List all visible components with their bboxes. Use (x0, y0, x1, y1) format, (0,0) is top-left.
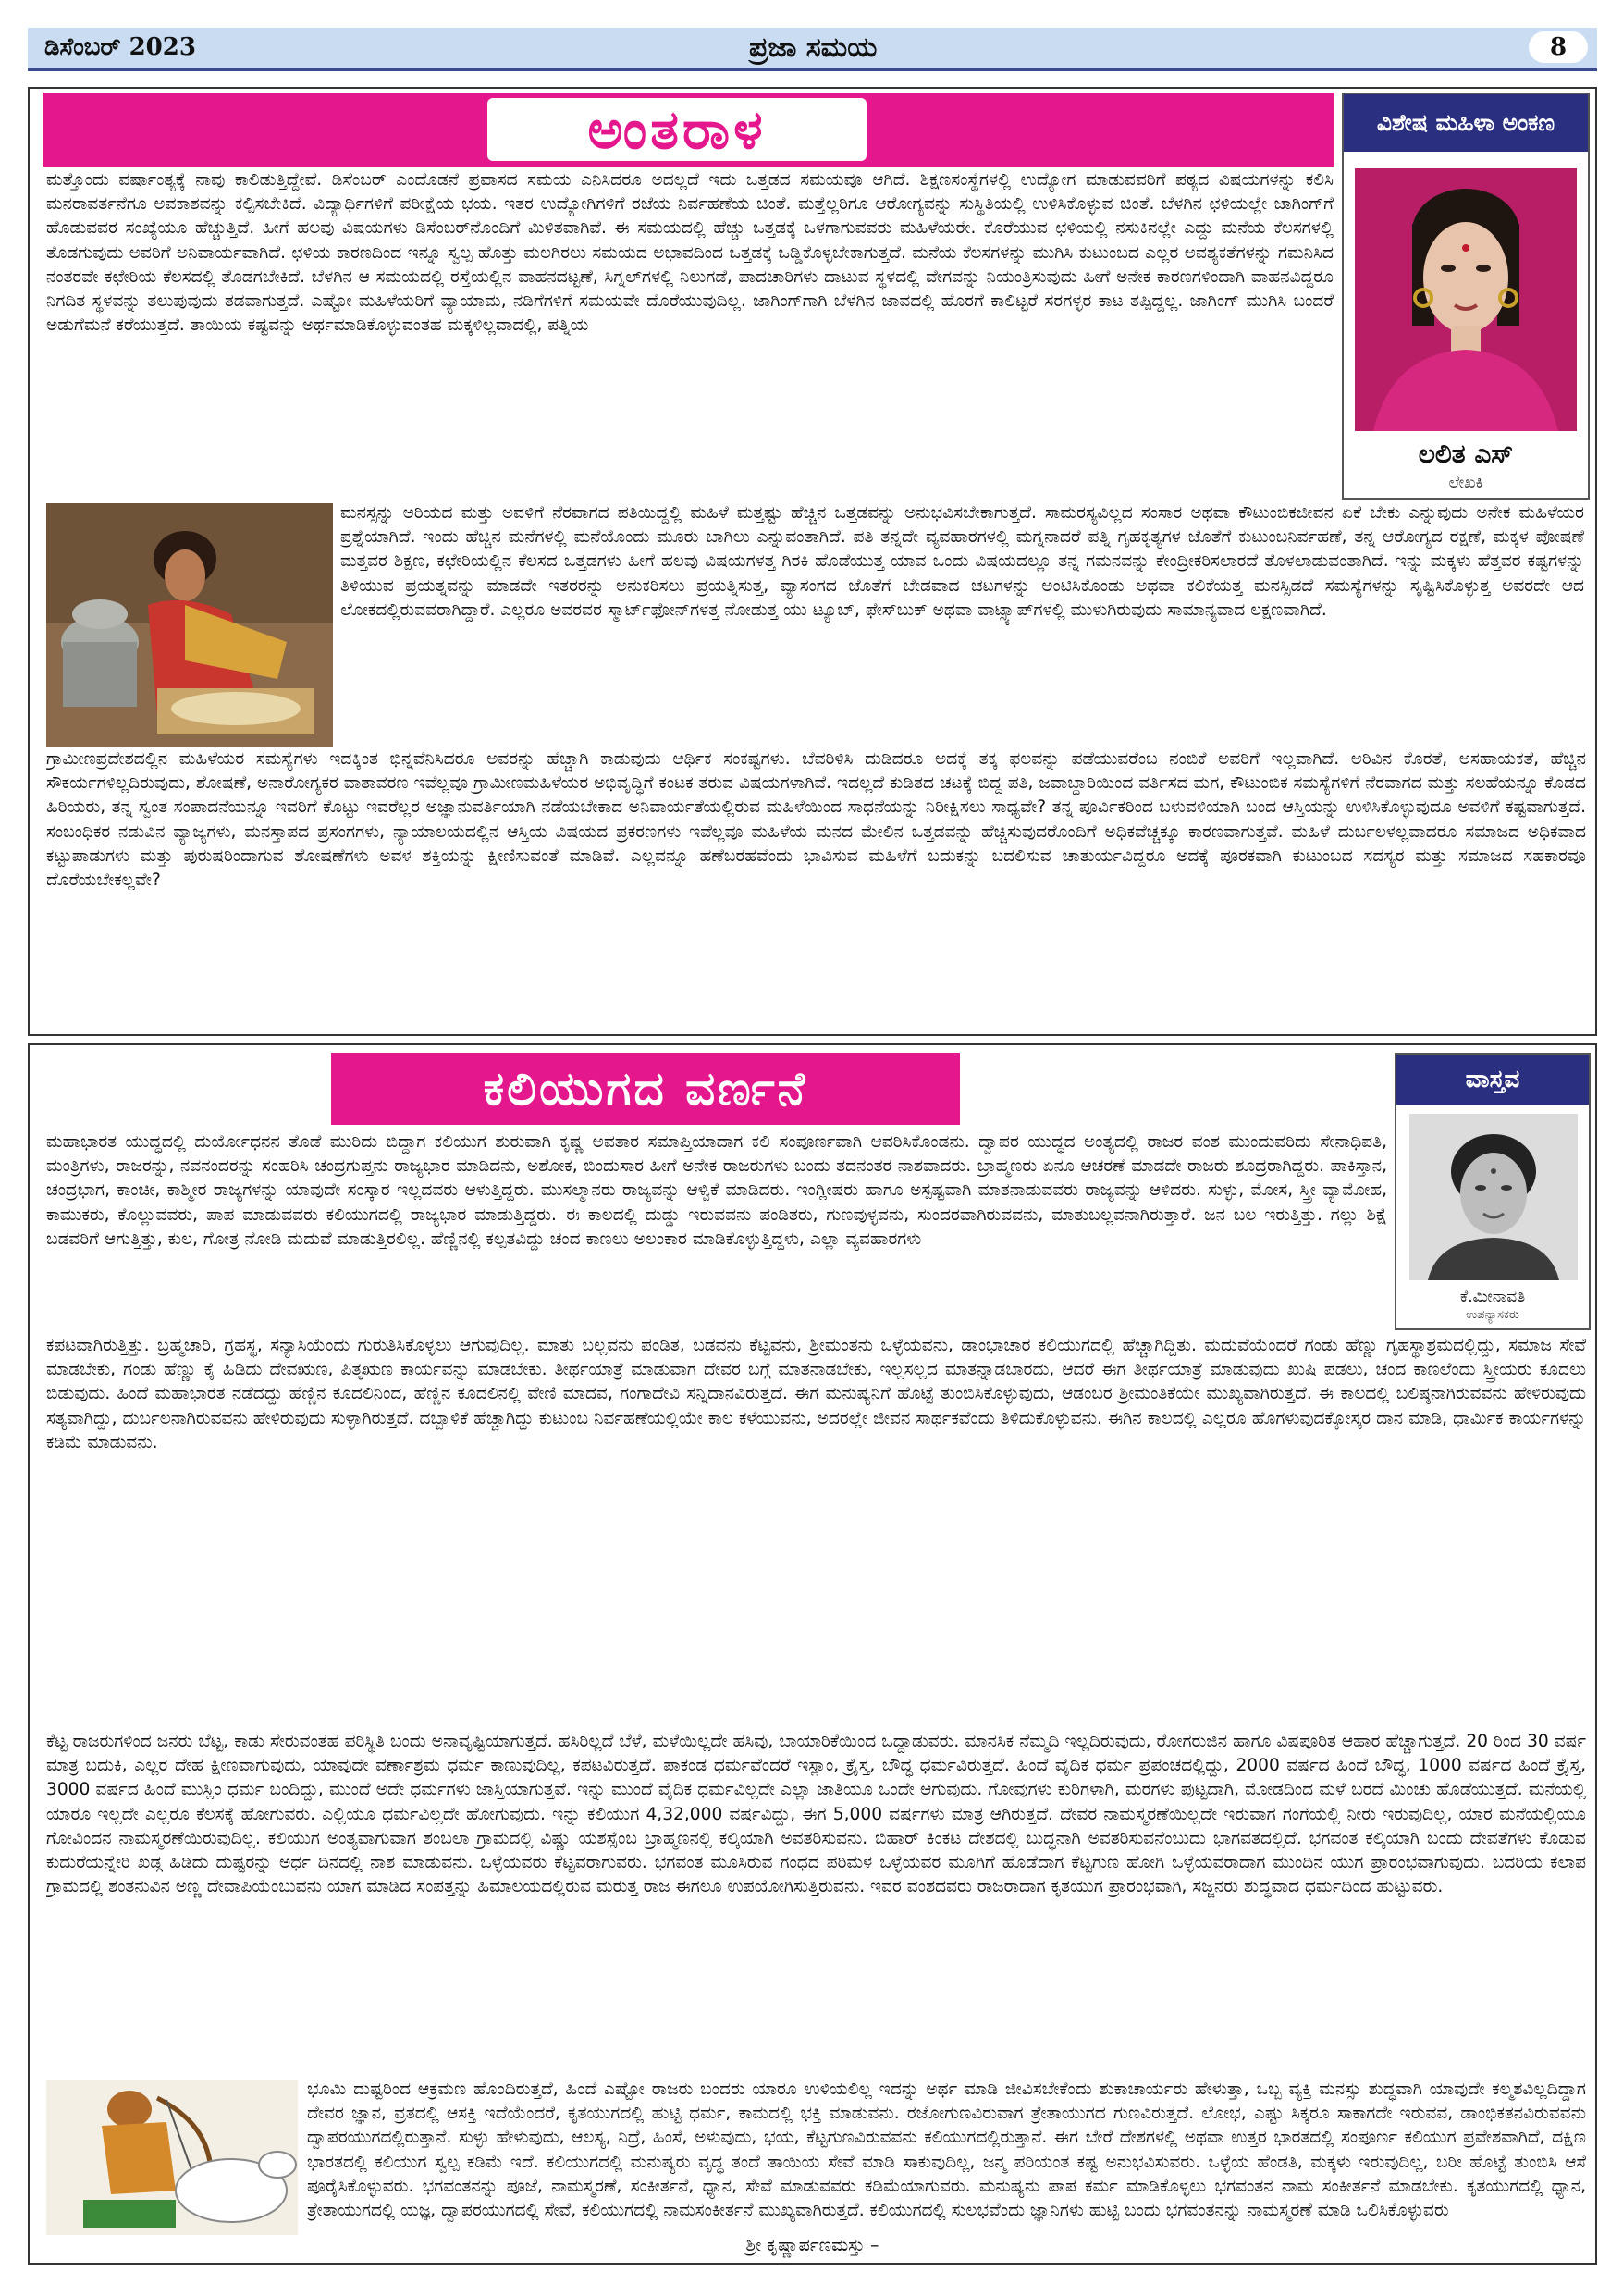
article-title: ಕಲಿಯುಗದ ವರ್ಣನೆ (483, 1062, 808, 1116)
author-box (1342, 93, 1590, 500)
author-name: ಕೆ.ಮೀನಾವತಿ (1459, 1288, 1526, 1306)
author-role: ಉಪನ್ಯಾಸಕರು (1466, 1308, 1519, 1322)
column-label: ವಿಶೇಷ ಮಹಿಳಾ ಅಂಕಣ (1344, 94, 1588, 152)
article-paragraph: ಗ್ರಾಮೀಣಪ್ರದೇಶದಲ್ಲಿನ ಮಹಿಳೆಯರ ಸಮಸ್ಯೆಗಳು ಇದಕ್ಕಿಂತ ಭಿನ್ನವೆನಿಸಿದರೂ ಅವರನ್ನು ಹೆಚ್ಚಾಗಿ ಕಾಡುವುದು ಆರ್ಥಿಕ ಸಂಕಷ್ಟಗಳು. ಬೆವರಿಳಿಸಿ ದುಡಿದರೂ ಅದಕ್ಕೆ ತಕ್ಕ ಫಲವನ್ನು ಪಡೆಯುವರೆಂಬ ನಂಬಿಕೆ ಅವರಿಗೆ ಇಲ್ಲವಾಗಿದೆ. ಅರಿವಿನ ಕೊರತೆ, ಅಸಹಾಯಕತೆ, ಹೆಚ್ಚಿನ ಸೌಕರ್ಯಗಳಿಲ್ಲದಿರುವುದು, ಶೋಷಣೆ, ಅನಾರೋಗ್ಯಕರ ವಾತಾವರಣ ಇವೆಲ್ಲವೂ ಗ್ರಾಮೀಣಮಹಿಳೆಯರ ಅಭಿವೃದ್ಧಿಗೆ ಕಂಟಕ ತರುವ ವಿಷಯಗಳಾಗಿವೆ. ಇದಲ್ಲದೆ ಕುಡಿತದ ಚಟಕ್ಕೆ ಬಿದ್ದ ಪತಿ, ಜವಾಬ್ದಾರಿಯಿಂದ ವರ್ತಿಸದ ಮಗ, ಕೌಟುಂಬಿಕ ಸಮಸ್ಯೆಗಳಿಗೆ ನೆರವಾಗದ ಮತ್ತು ಸಲಹೆಯನ್ನೂ ಕೊಡದ ಹಿರಿಯರು, ತನ್ನ ಸ್ವಂತ ಸಂಪಾದನೆಯನ್ನೂ ಇವರಿಗೆ ಕೊಟ್ಟು ಇವರೆಲ್ಲರ ಅಜ್ಞಾನುವರ್ತಿಯಾಗಿ ನಡೆಯಬೇಕಾದ ಅನಿವಾರ್ಯತೆಯಲ್ಲಿರುವ ಮಹಿಳೆಯಿಂದ ಸಾಧನೆಯನ್ನು ನಿರೀಕ್ಷಿಸಲು ಸಾಧ್ಯವೇ? ತನ್ನ ಪೂರ್ವಿಕರಿಂದ ಬಳುವಳಿಯಾಗಿ ಬಂದ ಆಸ್ತಿಯನ್ನು ಉಳಿಸಿಕೊಳ್ಳುವುದೂ ಅವಳಿಗೆ ಕಷ್ಟವಾಗುತ್ತದೆ. ಸಂಬಂಧಿಕರ ನಡುವಿನ ವ್ಯಾಜ್ಯಗಳು, ಮನಸ್ತಾಪದ ಪ್ರಸಂಗಗಳು, ನ್ಯಾಯಾಲಯದಲ್ಲಿನ ಆಸ್ತಿಯ ವಿಷಯದ ಪ್ರಕರಣಗಳು ಇವೆಲ್ಲವೂ ಮಹಿಳೆಯ ಮನದ ಮೇಲಿನ ಒತ್ತಡವನ್ನು ಹೆಚ್ಚಿಸುವುದರೊಂದಿಗೆ ಅಧಿಕವೆಚ್ಚಕ್ಕೂ ಕಾರಣವಾಗುತ್ತವೆ. ಮಹಿಳೆ ದುರ್ಬಲಳಲ್ಲವಾದರೂ ಸಮಾಜದ ಅಧಿಕವಾದ ಕಟ್ಟುಪಾಡುಗಳು ಮತ್ತು ಪುರುಷರಿಂದಾಗುವ ಶೋಷಣೆಗಳು ಅವಳ ಶಕ್ತಿಯನ್ನು ಕ್ಷೀಣಿಸುವಂತೆ ಮಾಡಿವೆ. ಎಲ್ಲವನ್ನೂ ಹಣೆಬರಹವೆಂದು ಭಾವಿಸುವ ಮಹಿಳೆಗೆ ಬದುಕನ್ನು ಬದಲಿಸುವ ಚಾತುರ್ಯವಿದ್ದರೂ ಅದಕ್ಕೆ ಪೂರಕವಾಗಿ ಕುಟುಂಬದ ಸದಸ್ಯರ ಮತ್ತು ಸಮಾಜದ ಸಹಕಾರವೂ ದೊರೆಯಬೇಕಲ್ಲವೇ? (46, 749, 1586, 891)
article-paragraph: ಮನಸ್ಸನ್ನು ಅರಿಯದ ಮತ್ತು ಅವಳಿಗೆ ನೆರವಾಗದ ಪತಿಯಿದ್ದಲ್ಲಿ ಮಹಿಳೆ ಮತ್ತಷ್ಟು ಹೆಚ್ಚಿನ ಒತ್ತಡವನ್ನು ಅನುಭವಿಸಬೇಕಾಗುತ್ತದೆ. ಸಾಮರಸ್ಯವಿಲ್ಲದ ಸಂಸಾರ ಅಥವಾ ಕೌಟುಂಬಿಕಜೀವನ ಏಕೆ ಬೇಕು ಎನ್ನುವುದು ಅನೇಕ ಮಹಿಳೆಯರ ಪ್ರಶ್ನೆಯಾಗಿದೆ. ಇಂದು ಹೆಚ್ಚಿನ ಮನೆಗಳಲ್ಲಿ ಮನೆಯೊಂದು ಮೂರು ಬಾಗಿಲು ಎನ್ನುವಂತಾಗಿದೆ. ಪತಿ ತನ್ನದೇ ವ್ಯವಹಾರಗಳಲ್ಲಿ ಮಗ್ನನಾದರೆ ಪತ್ನಿ ಗೃಹಕೃತ್ಯಗಳ ಜೊತೆಗೆ ಕುಟುಂಬನಿರ್ವಹಣೆ, ತನ್ನ ಆರೋಗ್ಯದ ರಕ್ಷಣೆ, ಮಕ್ಕಳ ಪೋಷಣೆ ಮತ್ತವರ ಶಿಕ್ಷಣ, ಕಛೇರಿಯಲ್ಲಿನ ಕೆಲಸದ ಒತ್ತಡಗಳು ಹೀಗೆ ಹಲವು ವಿಷಯಗಳತ್ತ ಗಿರಕಿ ಹೊಡೆಯುತ್ತ ಯಾವ ಒಂದು ವಿಷಯದಲ್ಲೂ ತನ್ನ ಗಮನವನ್ನು ಕೇಂದ್ರೀಕರಿಸಲಾರದೆ ತೊಳಲಾಡುವಂತಾಗಿದೆ. ಇನ್ನು ಮಕ್ಕಳು ಹೆತ್ತವರ ಕಷ್ಟಗಳನ್ನು ತಿಳಿಯುವ ಪ್ರಯತ್ನವನ್ನು ಮಾಡದೇ ಇತರರನ್ನು ಅನುಕರಿಸಲು ಪ್ರಯತ್ನಿಸುತ್ತ, ವ್ಯಾಸಂಗದ ಜೊತೆಗೆ ಬೇಡವಾದ ಚಟಗಳನ್ನು ಅಂಟಿಸಿಕೊಂಡು ಅಥವಾ ಕಲಿಕೆಯತ್ತ ಮನಸ್ಸಿಡದೆ ಸಮಸ್ಯೆಗಳನ್ನು ಸೃಷ್ಟಿಸಿಕೊಳ್ಳುತ್ತ ಅವರದೇ ಆದ ಲೋಕದಲ್ಲಿರುವವರಾಗಿದ್ದಾರೆ. ಎಲ್ಲರೂ ಅವರವರ ಸ್ಮಾರ್ಟ್‌ಫೋನ್‌ಗಳತ್ತ ನೋಡುತ್ತ ಯು ಟ್ಯೂಬ್, ಫೇಸ್‌ಬುಕ್ ಅಥವಾ ವಾಟ್ಸ್ಯಾಪ್‌ಗಳಲ್ಲಿ ಮುಳುಗಿರುವುದು ಸಾಮಾನ್ಯವಾದ ಲಕ್ಷಣವಾಗಿದೆ. (340, 503, 1584, 620)
author-name: ಲಲಿತ ಎಸ್ (1418, 438, 1514, 469)
article-title: ಅಂತರಾಳ (487, 98, 867, 161)
author-photo (1355, 168, 1577, 431)
newspaper-name: ಪ್ರಜಾ ಸಮಯ (749, 31, 878, 64)
article-paragraph: ಭೂಮಿ ದುಷ್ಟರಿಂದ ಆಕ್ರಮಣ ಹೊಂದಿರುತ್ತದೆ, ಹಿಂದೆ ಎಷ್ಟೋ ರಾಜರು ಬಂದರು ಯಾರೂ ಉಳಿಯಲಿಲ್ಲ ಇದನ್ನು ಅರ್ಥ ಮಾಡಿ ಜೀವಿಸಬೇಕೆಂದು ಶುಕಾಚಾರ್ಯರು ಹೇಳುತ್ತಾ, ಒಬ್ಬ ವ್ಯಕ್ತಿ ಮನಸ್ಸು ಶುದ್ಧವಾಗಿ ಯಾವುದೇ ಕಲ್ಮಶವಿಲ್ಲದಿದ್ದಾಗ ದೇವರ ಜ್ಞಾನ, ವ್ರತದಲ್ಲಿ ಆಸಕ್ತಿ ಇದೆಯೆಂದರೆ, ಕೃತಯುಗದಲ್ಲಿ ಹುಟ್ಟಿ ಧರ್ಮ, ಕಾಮದಲ್ಲಿ ಭಕ್ತಿ ಮಾಡುವನು. ರಜೋಗುಣವಿರುವಾಗ ತ್ರೇತಾಯುಗದ ಗುಣವಿರುತ್ತದೆ. ಲೋಭ, ಎಷ್ಟು ಸಿಕ್ಕರೂ ಸಾಕಾಗದೇ ಇರುವವ, ಡಾಂಭಿಕತನವಿರುವವನು ದ್ವಾಪರಯುಗದಲ್ಲಿರುತ್ತಾನೆ. ಸುಳ್ಳು ಹೇಳುವುದು, ಆಲಸ್ಯ, ನಿದ್ರೆ, ಹಿಂಸೆ, ಅಳುವುದು, ಭಯ, ಕೆಟ್ಟಗುಣವಿರುವವನು ಕಲಿಯುಗದಲ್ಲಿರುತ್ತಾನೆ. ಈಗ ಬೇರೆ ದೇಶಗಳಲ್ಲಿ ಅಥವಾ ಉತ್ತರ ಭಾರತದಲ್ಲಿ ಸಂಪೂರ್ಣ ಕಲಿಯುಗ ಪ್ರವೇಶವಾಗಿದೆ, ದಕ್ಷಿಣ ಭಾರತದಲ್ಲಿ ಕಲಿಯುಗ ಸ್ವಲ್ಪ ಕಡಿಮೆ ಇದೆ. ಕಲಿಯುಗದಲ್ಲಿ ಮನುಷ್ಯರು ವೃದ್ಧ ತಂದೆ ತಾಯಿಯ ಸೇವೆ ಮಾಡಿ ಸಾಕುವುದಿಲ್ಲ, ಜನ್ಮ ಪರಿಯಂತ ಕಷ್ಟ ಅನುಭವಿಸುವರು. ಒಳ್ಳೆಯ ಹೆಂಡತಿ, ಮಕ್ಕಳು ಇರುವುದಿಲ್ಲ, ಬರೀ ಹೊಟ್ಟೆ ತುಂಬಿಸಿ ಆಸೆ ಪೂರೈಸಿಕೊಳ್ಳುವರು. ಭಗವಂತನನ್ನು ಪೂಜೆ, ನಾಮಸ್ಮರಣೆ, ಸಂಕೀರ್ತನೆ, ಧ್ಯಾನ, ಸೇವೆ ಮಾಡುವವರು ಕಡಿಮೆಯಾಗುವರು. ಮನುಷ್ಯನು ಪಾಪ ಕರ್ಮ ಮಾಡಿಕೊಳ್ಳಲು ಭಗವಂತನ ನಾಮ ಸಂಕೀರ್ತನೆ ಮಾಡಬೇಕು. ಕೃತಯುಗದಲ್ಲಿ ಧ್ಯಾನ, ತ್ರೇತಾಯುಗದಲ್ಲಿ ಯಜ್ಞ, ದ್ವಾಪರಯುಗದಲ್ಲಿ ಸೇವೆ, ಕಲಿಯುಗದಲ್ಲಿ ನಾಮಸಂಕೀರ್ತನೆ ಮುಖ್ಯವಾಗಿರುತ್ತದೆ. ಕಲಿಯುಗದಲ್ಲಿ ಸುಲಭವೆಂದು ಜ್ಞಾನಿಗಳು ಹುಟ್ಟಿ ಬಂದು ಭಗವಂತನನ್ನು ನಾಮಸ್ಮರಣೆ ಮಾಡಿ ಒಲಿಸಿಕೊಳ್ಳುವರು (307, 2080, 1586, 2221)
sign-off: ಶ್ರೀ ಕೃಷ್ಣಾರ್ಪಣಮಸ್ತು – (745, 2235, 879, 2255)
article-paragraph: ಕಪಟವಾಗಿರುತ್ತಿತ್ತು. ಬ್ರಹ್ಮಚಾರಿ, ಗ್ರಹಸ್ಥ, ಸನ್ಯಾಸಿಯೆಂದು ಗುರುತಿಸಿಕೊಳ್ಳಲು ಆಗುವುದಿಲ್ಲ. ಮಾತು ಬಲ್ಲವನು ಪಂಡಿತ, ಬಡವನು ಕೆಟ್ಟವನು, ಶ್ರೀಮಂತನು ಒಳ್ಳೆಯವನು, ಡಾಂಭಾಚಾರ ಕಲಿಯುಗದಲ್ಲಿ ಹೆಚ್ಚಾಗಿದ್ದಿತು. ಮದುವೆಯೆಂದರೆ ಗಂಡು ಹೆಣ್ಣು ಗೃಹಸ್ಥಾಶ್ರಮದಲ್ಲಿದ್ದು, ಸಮಾಜ ಸೇವೆ ಮಾಡಬೇಕು, ಗಂಡು ಹೆಣ್ಣು ಕೈ ಹಿಡಿದು ದೇವಋಣ, ಪಿತೃಋಣ ಕಾರ್ಯವನ್ನು ಮಾಡಬೇಕು. ತೀರ್ಥಯಾತ್ರೆ ಮಾಡುವಾಗ ದೇವರ ಬಗ್ಗೆ ಮಾತನಾಡಬೇಕು, ಇಲ್ಲಸಲ್ಲದ ಮಾತನ್ನಾಡಬಾರದು, ಆದರೆ ಈಗ ತೀರ್ಥಯಾತ್ರೆ ಮಾಡುವುದು ಖುಷಿ ಪಡಲು, ಚಂದ ಕಾಣಲೆಂದು ಸ್ತ್ರೀಯರು ಕೂದಲು ಬಿಡುವುದು. ಹಿಂದೆ ಮಹಾಭಾರತ ನಡೆದದ್ದು ಹೆಣ್ಣಿನ ಕೂದಲಿನಿಂದ, ಹೆಣ್ಣಿನ ಕೂದಲಿನಲ್ಲಿ ವೇಣಿ ಮಾದವ, ಗಂಗಾದೇವಿ ಸನ್ನಿದಾನವಿರುತ್ತದೆ. ಈಗ ಮನುಷ್ಯನಿಗೆ ಹೊಟ್ಟೆ ತುಂಬಿಸಿಕೊಳ್ಳುವುದು, ಆಡಂಬರ ಶ್ರೀಮಂತಿಕೆಯೇ ಮುಖ್ಯವಾಗಿರುತ್ತದೆ. ಈ ಕಾಲದಲ್ಲಿ ಬಲಿಷ್ಠನಾಗಿರುವವನು ಹೇಳಿರುವುದು ಸತ್ಯವಾಗಿದ್ದು, ದುರ್ಬಲನಾಗಿರುವವನು ಹೇಳಿರುವುದು ಸುಳ್ಳಾಗಿರುತ್ತದೆ. ದಬ್ಬಾಳಿಕೆ ಹೆಚ್ಚಾಗಿದ್ದು ಕುಟುಂಬ ನಿರ್ವಹಣೆಯಲ್ಲಿಯೇ ಕಾಲ ಕಳೆಯುವನು, ಅದರಲ್ಲೇ ಜೀವನ ಸಾರ್ಥಕವೆಂದು ತಿಳಿದುಕೊಳ್ಳುವನು. ಈಗಿನ ಕಾಲದಲ್ಲಿ ಎಲ್ಲರೂ ಹೊಗಳುವುದಕ್ಕೋಸ್ಕರ ದಾನ ಮಾಡಿ, ಧಾರ್ಮಿಕ ಕಾರ್ಯಗಳನ್ನು ಕಡಿಮೆ ಮಾಡುವನು. (46, 1336, 1586, 1452)
issue-date: ಡಿಸೆಂಬರ್ 2023 (44, 33, 196, 61)
painting-woman-sifting-grain-image (46, 503, 333, 747)
author-photo (1409, 1114, 1578, 1280)
column-label: ವಾಸ್ತವ (1396, 1055, 1589, 1105)
page-header (28, 28, 1597, 71)
author-role: ಲೇಖಕಿ (1448, 474, 1483, 492)
page-number: 8 (1529, 31, 1588, 63)
article-kaliyugada-varnane (28, 1043, 1597, 2265)
article-paragraph: ಮಹಾಭಾರತ ಯುದ್ಧದಲ್ಲಿ ದುರ್ಯೋಧನನ ತೊಡೆ ಮುರಿದು ಬಿದ್ದಾಗ ಕಲಿಯುಗ ಶುರುವಾಗಿ ಕೃಷ್ಣ ಅವತಾರ ಸಮಾಪ್ತಿಯಾದಾಗ ಕಲಿ ಸಂಪೂರ್ಣವಾಗಿ ಆವರಿಸಿಕೊಂಡನು. ದ್ವಾಪರ ಯುದ್ಧದ ಅಂತ್ಯದಲ್ಲಿ ರಾಜರ ವಂಶ ಮುಂದುವರಿದು ಸೇನಾಧಿಪತಿ, ಮಂತ್ರಿಗಳು, ರಾಜರನ್ನು, ನವನಂದರನ್ನು ಸಂಹರಿಸಿ ಚಂದ್ರಗುಪ್ತನು ರಾಜ್ಯಭಾರ ಮಾಡಿದನು, ಅಶೋಕ, ಬಿಂದುಸಾರ ಹೀಗೆ ಅನೇಕ ರಾಜರುಗಳು ಬಂದು ತದನಂತರ ನಾಶವಾದರು. ಬ್ರಾಹ್ಮಣರು ಏನೂ ಆಚರಣೆ ಮಾಡದೇ ರಾಜರು ಶೂದ್ರರಾಗಿದ್ದರು. ಪಾಕಿಸ್ತಾನ, ಚಂದ್ರಭಾಗ, ಕಾಂಚೀ, ಕಾಶ್ಮೀರ ರಾಜ್ಯಗಳನ್ನು ಯಾವುದೇ ಸಂಸ್ಕಾರ ಇಲ್ಲದವರು ಆಳುತ್ತಿದ್ದರು. ಮುಸಲ್ಮಾನರು ರಾಜ್ಯವನ್ನು ಆಳ್ವಿಕೆ ಮಾಡಿದರು. ಇಂಗ್ಲೀಷರು ಹಾಗೂ ಅಸ್ಪಷ್ಟವಾಗಿ ಮಾತನಾಡುವವರು ರಾಜ್ಯವನ್ನು ಆಳಿದರು. ಸುಳ್ಳು, ಮೋಸ, ಸ್ತ್ರೀ ವ್ಯಾಮೋಹ, ಕಾಮುಕರು, ಕೊಲ್ಲುವವರು, ಪಾಪ ಮಾಡುವವರು ಕಲಿಯುಗದಲ್ಲಿ ರಾಜ್ಯಭಾರ ಮಾಡುತ್ತಿದ್ದರು. ಈ ಕಾಲದಲ್ಲಿ ದುಡ್ಡು ಇರುವವನು ಪಂಡಿತರು, ಗುಣವುಳ್ಳವನು, ಸುಂದರವಾಗಿರುವವನು, ಮಾತುಬಲ್ಲವನಾಗಿರುತ್ತಾರೆ. ಜನ ಬಲ ಇರುತ್ತಿತ್ತು. ಗಲ್ಲು ಶಿಕ್ಷೆ ಬಡವರಿಗೆ ಆಗುತ್ತಿತ್ತು, ಕುಲ, ಗೋತ್ರ ನೋಡಿ ಮದುವೆ ಮಾಡುತ್ತಿರಲಿಲ್ಲ. ಹೆಣ್ಣಿನಲ್ಲಿ ಕಲ್ಪತವಿದ್ದು ಚಂದ ಕಾಣಲು ಅಲಂಕಾರ ಮಾಡಿಕೊಳ್ಳುತ್ತಿದ್ದಳು, ಎಲ್ಲಾ ವ್ಯವಹಾರಗಳು (46, 1132, 1387, 1249)
kalki-on-horse-illustration (46, 2080, 298, 2235)
article-banner (43, 93, 1334, 167)
article-paragraph: ಮತ್ತೊಂದು ವರ್ಷಾಂತ್ಯಕ್ಕೆ ನಾವು ಕಾಲಿಡುತ್ತಿದ್ದೇವೆ. ಡಿಸೆಂಬರ್ ಎಂದೊಡನೆ ಪ್ರವಾಸದ ಸಮಯ ಎನಿಸಿದರೂ ಅದಲ್ಲದೆ ಇದು ಒತ್ತಡದ ಸಮಯವೂ ಆಗಿದೆ. ಶಿಕ್ಷಣಸಂಸ್ಥೆಗಳಲ್ಲಿ ಉದ್ಯೋಗ ಮಾಡುವವರಿಗೆ ಪಠ್ಯದ ವಿಷಯಗಳನ್ನು ಕಲಿಸಿ ಮನರಾವರ್ತನೆಗೂ ಅವಕಾಶವನ್ನು ಕಲ್ಪಿಸಬೇಕಿದೆ. ವಿದ್ಯಾರ್ಥಿಗಳಿಗೆ ಪರೀಕ್ಷೆಯ ಭಯ. ಇತರ ಉದ್ಯೋಗಿಗಳಿಗೆ ರಜೆಯ ನಿರ್ವಹಣೆಯ ಚಿಂತೆ. ಮತ್ತೆಲ್ಲರಿಗೂ ಆರೋಗ್ಯವನ್ನು ಸುಸ್ಥಿತಿಯಲ್ಲಿ ಉಳಿಸಿಕೊಳ್ಳುವ ಚಿಂತೆ. ಬೆಳಗಿನ ಛಳಿಯಲ್ಲೇ ಜಾಗಿಂಗ್‌ಗೆ ಹೊಡುವವರ ಸಂಖ್ಯೆಯೂ ಹೆಚ್ಚುತ್ತಿದೆ. ಹೀಗೆ ಹಲವು ವಿಷಯಗಳು ಡಿಸೆಂಬರ್‌ನೊಂದಿಗೆ ಮಿಳಿತವಾಗಿವೆ. ಈ ಸಮಯದಲ್ಲಿ ಹೆಚ್ಚು ಒತ್ತಡಕ್ಕೆ ಒಳಗಾಗುವವರು ಮಹಿಳೆಯರೇ. ಕೊರೆಯುವ ಛಳಿಯಲ್ಲಿ ನಸುಕಿನಲ್ಲೇ ಎದ್ದು ಮನೆಯ ಕೆಲಸಗಳಲ್ಲಿ ತೊಡಗುವುದು ಅವರಿಗೆ ಅನಿವಾರ್ಯವಾಗಿದೆ. ಛಳಿಯ ಕಾರಣದಿಂದ ಇನ್ನೂ ಸ್ವಲ್ಪ ಹೊತ್ತು ಮಲಗಿರಲು ಸಮಯದ ಅಭಾವದಿಂದ ಒತ್ತಡಕ್ಕೆ ಒಡ್ಡಿಕೊಳ್ಳಬೇಕಾಗುತ್ತದೆ. ಮನೆಯ ಕೆಲಸಗಳನ್ನು ಮುಗಿಸಿ ಕುಟುಂಬದ ಎಲ್ಲರ ಅವಶ್ಯಕತೆಗಳನ್ನು ಗಮನಿಸಿದ ನಂತರವೇ ಕಛೇರಿಯ ಕೆಲಸದಲ್ಲಿ ತೊಡಗಬೇಕಿದೆ. ಬೆಳಗಿನ ಆ ಸಮಯದಲ್ಲಿ ರಸ್ತೆಯಲ್ಲಿನ ವಾಹನದಟ್ಟಣೆ, ಸಿಗ್ನಲ್‌ಗಳಲ್ಲಿ ನಿಲುಗಡೆ, ಪಾದಚಾರಿಗಳು ದಾಟುವ ಸ್ಥಳದಲ್ಲಿ ವೇಗವನ್ನು ನಿಯಂತ್ರಿಸುವುದು ಹೀಗೆ ಅನೇಕ ಕಾರಣಗಳಿಂದಾಗಿ ವಾಹನವಿದ್ದರೂ ನಿಗದಿತ ಸ್ಥಳವನ್ನು ತಲುಪುವುದು ತಡವಾಗುತ್ತದೆ. ಎಷ್ಟೋ ಮಹಿಳೆಯರಿಗೆ ವ್ಯಾಯಾಮ, ನಡಿಗೆಗಳಿಗೆ ಸಮಯವೇ ದೊರೆಯುವುದಿಲ್ಲ. ಜಾಗಿಂಗ್‌ಗಾಗಿ ಬೆಳಗಿನ ಜಾವದಲ್ಲಿ ಹೊರಗೆ ಕಾಲಿಟ್ಟರೆ ಸರಗಳ್ಳರ ಕಾಟ ತಪ್ಪಿದ್ದಲ್ಲ. ಜಾಗಿಂಗ್ ಮುಗಿಸಿ ಬಂದರೆ ಅಡುಗೆಮನೆ ಕರೆಯುತ್ತದೆ. ತಾಯಿಯ ಕಷ್ಟವನ್ನು ಅರ್ಥಮಾಡಿಕೊಳ್ಳುವಂತಹ ಮಕ್ಕಳಿಲ್ಲವಾದಲ್ಲಿ, ಪತ್ನಿಯ (46, 170, 1334, 336)
author-box (1395, 1053, 1591, 1330)
article-paragraph: ಕೆಟ್ಟ ರಾಜರುಗಳಿಂದ ಜನರು ಬೆಟ್ಟ, ಕಾಡು ಸೇರುವಂತಹ ಪರಿಸ್ಥಿತಿ ಬಂದು ಅನಾವೃಷ್ಟಿಯಾಗುತ್ತದೆ. ಹಸಿರಿಲ್ಲದೆ ಬೆಳೆ, ಮಳೆಯಿಲ್ಲದೇ ಹಸಿವು, ಬಾಯಾರಿಕೆಯಿಂದ ಒದ್ದಾಡುವರು. ಮಾನಸಿಕ ನೆಮ್ಮದಿ ಇಲ್ಲದಿರುವುದು, ರೋಗರುಜಿನ ಹಾಗೂ ವಿಷಪೂರಿತ ಆಹಾರ ಹೆಚ್ಚಾಗುತ್ತದೆ. 20 ರಿಂದ 30 ವರ್ಷ ಮಾತ್ರ ಬದುಕಿ, ಎಲ್ಲರ ದೇಹ ಕ್ಷೀಣವಾಗುವುದು, ಯಾವುದೇ ವರ್ಣಾಶ್ರಮ ಧರ್ಮ ಕಾಣುವುದಿಲ್ಲ, ಕಪಟವಿರುತ್ತದೆ. ಪಾಕಂಡ ಧರ್ಮವೆಂದರೆ ಇಸ್ಲಾಂ, ಕ್ರೈಸ್ತ, ಬೌದ್ಧ ಧರ್ಮವಿರುತ್ತದೆ. ಹಿಂದೆ ವೈದಿಕ ಧರ್ಮ ಪ್ರಪಂಚದಲ್ಲಿದ್ದು, 2000 ವರ್ಷದ ಹಿಂದೆ ಬೌದ್ಧ, 1000 ವರ್ಷದ ಹಿಂದೆ ಕ್ರೈಸ್ತ, 3000 ವರ್ಷದ ಹಿಂದೆ ಮುಸ್ಲಿಂ ಧರ್ಮ ಬಂದಿದ್ದು, ಮುಂದೆ ಅದೇ ಧರ್ಮಗಳು ಜಾಸ್ತಿಯಾಗುತ್ತವೆ. ಇನ್ನು ಮುಂದೆ ವೈದಿಕ ಧರ್ಮವಿಲ್ಲದೇ ಎಲ್ಲಾ ಜಾತಿಯೂ ಒಂದೇ ಆಗುವುದು. ಗೋವುಗಳು ಕುರಿಗಳಾಗಿ, ಮರಗಳು ಪುಟ್ಟದಾಗಿ, ಮೋಡದಿಂದ ಮಳೆ ಬರದೆ ಮಿಂಚು ಹೊಡೆಯುತ್ತದೆ. ಮನೆಯಲ್ಲಿ ಯಾರೂ ಇಲ್ಲದೇ ಎಲ್ಲರೂ ಕೆಲಸಕ್ಕೆ ಹೋಗುವರು. ಎಲ್ಲಿಯೂ ಧರ್ಮವಿಲ್ಲದೇ ಹೋಗುವುದು. ಇನ್ನು ಕಲಿಯುಗ 4,32,000 ವರ್ಷವಿದ್ದು, ಈಗ 5,000 ವರ್ಷಗಳು ಮಾತ್ರ ಆಗಿರುತ್ತದೆ. ದೇವರ ನಾಮಸ್ಮರಣೆಯಿಲ್ಲದೇ ಇರುವಾಗ ಗಂಗೆಯಲ್ಲಿ ನೀರು ಇರುವುದಿಲ್ಲ, ಯಾರ ಮನೆಯಲ್ಲಿಯೂ ಗೋವಿಂದನ ನಾಮಸ್ಮರಣೆಯಿರುವುದಿಲ್ಲ. ಕಲಿಯುಗ ಅಂತ್ಯವಾಗುವಾಗ ಶಂಬಲಾ ಗ್ರಾಮದಲ್ಲಿ ವಿಷ್ಣು ಯಶಸ್ಸೆಂಬ ಬ್ರಾಹ್ಮಣನಲ್ಲಿ ಕಲ್ಕಿಯಾಗಿ ಅವತರಿಸುವನು. ಬಿಹಾರ್ ಕಿಂಕಟ ದೇಶದಲ್ಲಿ ಬುದ್ಧನಾಗಿ ಅವತರಿಸುವನೆಂಬುದು ಭಾಗವತದಲ್ಲಿದೆ. ಭಗವಂತ ಕಲ್ಕಿಯಾಗಿ ಬಂದು ದೇವತೆಗಳು ಕೊಡುವ ಕುದುರೆಯನ್ನೇರಿ ಖಡ್ಗ ಹಿಡಿದು ದುಷ್ಟರನ್ನು ಅರ್ಧ ದಿನದಲ್ಲಿ ನಾಶ ಮಾಡುವನು. ಒಳ್ಳೆಯವರು ಕೆಟ್ಟವರಾಗುವರು. ಭಗವಂತ ಮೂಸಿರುವ ಗಂಧದ ಪರಿಮಳ ಒಳ್ಳೆಯವರ ಮೂಗಿಗೆ ಹೊಡೆದಾಗ ಕೆಟ್ಟಗುಣ ಹೋಗಿ ಒಳ್ಳೆಯವರಾದಾಗ ಮುಂದಿನ ಯುಗ ಪ್ರಾರಂಭವಾಗುವುದು. ಬದರಿಯ ಕಲಾಪ ಗ್ರಾಮದಲ್ಲಿ ಶಂತನುವಿನ ಅಣ್ಣ ದೇವಾಪಿಯೆಂಬುವನು ಯಾಗ ಮಾಡಿದ ಸಂಪತ್ತನ್ನು ಹಿಮಾಲಯದಲ್ಲಿರುವ ಮರುತ್ತ ರಾಜ ಈಗಲೂ ಉಪಯೋಗಿಸುತ್ತಿರುವನು. ಇವರ ವಂಶದವರು ರಾಜರಾದಾಗ ಕೃತಯುಗ ಪ್ರಾರಂಭವಾಗಿ, ಸಜ್ಜನರು ಶುದ್ಧವಾದ ಧರ್ಮದಿಂದ ಹುಟ್ಟುವರು. (46, 1732, 1586, 1897)
article-banner (331, 1053, 960, 1125)
article-antarala (28, 87, 1597, 1036)
